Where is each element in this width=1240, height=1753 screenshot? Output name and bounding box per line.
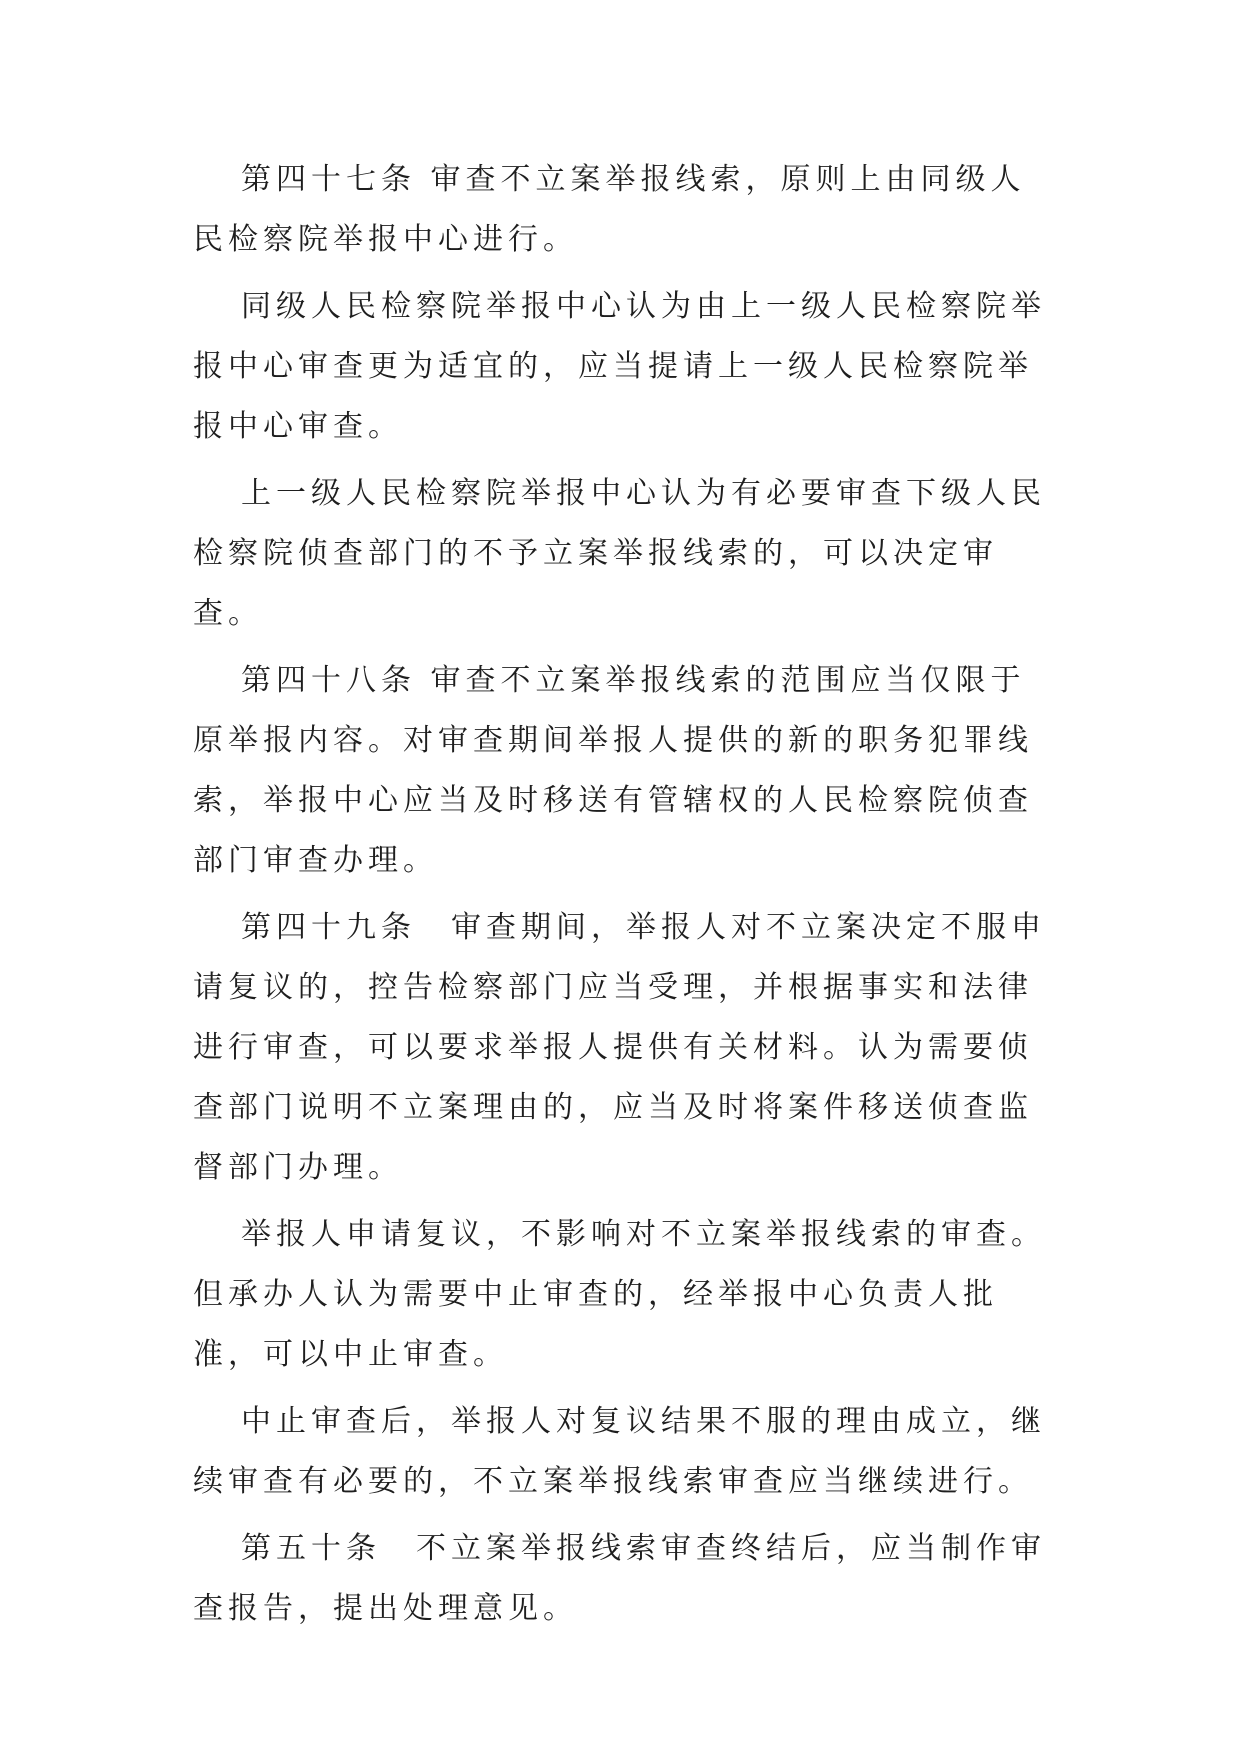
document-body	[193, 150, 1053, 1646]
article-49-clause-3: 中止审查后，举报人对复议结果不服的理由成立，继续审查有必要的，不立案举报线索审查应当继续进行。	[193, 1404, 1046, 1499]
article-48-paragraph: 第四十八条 审查不立案举报线索的范围应当仅限于原举报内容。对审查期间举报人提供的新的职务犯罪线索，举报中心应当及时移送有管辖权的人民检察院侦查部门审查办理。	[193, 663, 1033, 878]
article-47-paragraph: 第四十七条 审查不立案举报线索，原则上由同级人民检察院举报中心进行。	[193, 162, 1026, 257]
article-47-clause-3: 上一级人民检察院举报中心认为有必要审查下级人民检察院侦查部门的不予立案举报线索的，可以决定审查。	[193, 476, 1046, 631]
article-49-paragraph: 第四十九条 审查期间，举报人对不立案决定不服申请复议的，控告检察部门应当受理，并根据事实和法律进行审查，可以要求举报人提供有关材料。认为需要侦查部门说明不立案理由的，应当及时将案件移送侦查监督部门办理。	[193, 910, 1046, 1185]
article-50-paragraph: 第五十条 不立案举报线索审查终结后，应当制作审查报告，提出处理意见。	[193, 1531, 1046, 1626]
article-49-clause-2: 举报人申请复议，不影响对不立案举报线索的审查。但承办人认为需要中止审查的，经举报中心负责人批准，可以中止审查。	[193, 1217, 1046, 1372]
article-47-clause-2: 同级人民检察院举报中心认为由上一级人民检察院举报中心审查更为适宜的，应当提请上一级人民检察院举报中心审查。	[193, 289, 1046, 444]
